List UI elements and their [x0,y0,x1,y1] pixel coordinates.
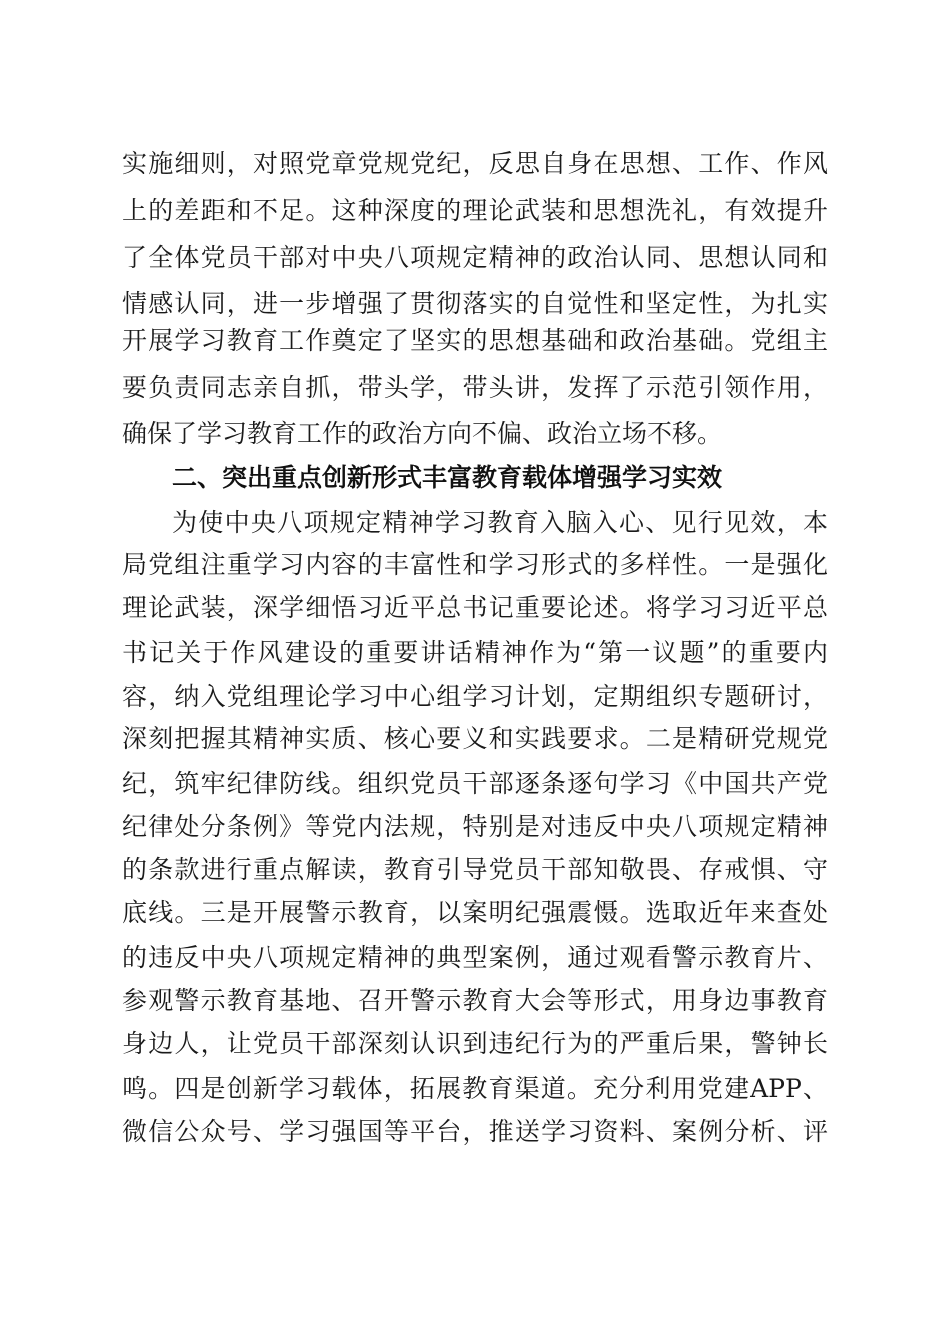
paragraph-line: 深刻把握其精神实质、核心要义和实践要求。二是精研党规党 [122,724,828,753]
paragraph-line: 要负责同志亲自抓，带头学，带头讲，发挥了示范引领作用， [122,373,828,402]
paragraph-line: 局党组注重学习内容的丰富性和学习形式的多样性。一是强化 [122,550,828,579]
paragraph-line: 上的差距和不足。这种深度的理论武装和思想洗礼，有效提升 [122,196,828,225]
paragraph-line: 参观警示教育基地、召开警示教育大会等形式，用身边事教育 [122,986,828,1015]
paragraph-line: 的违反中央八项规定精神的典型案例，通过观看警示教育片、 [122,943,828,972]
paragraph-line: 纪，筑牢纪律防线。组织党员干部逐条逐句学习《中国共产党 [122,769,828,798]
section-heading: 二、突出重点创新形式丰富教育载体增强学习实效 [172,463,723,492]
paragraph-line: 情感认同，进一步增强了贯彻落实的自觉性和坚定性，为扎实 [122,289,828,318]
paragraph-line: 鸣。四是创新学习载体，拓展教育渠道。充分利用党建APP、 [122,1074,828,1103]
paragraph-line: 微信公众号、学习强国等平台，推送学习资料、案例分析、评 [122,1117,828,1146]
paragraph-line: 的条款进行重点解读，教育引导党员干部知敬畏、存戒惧、守 [122,855,828,884]
paragraph-line: 实施细则，对照党章党规党纪，反思自身在思想、工作、作风 [122,149,828,178]
paragraph-line: 确保了学习教育工作的政治方向不偏、政治立场不移。 [122,419,723,448]
paragraph-line: 了全体党员干部对中央八项规定精神的政治认同、思想认同和 [122,243,828,272]
paragraph-line: 理论武装，深学细悟习近平总书记重要论述。将学习习近平总 [122,593,828,622]
paragraph-line: 身边人，让党员干部深刻认识到违纪行为的严重后果，警钟长 [122,1029,828,1058]
paragraph-line: 开展学习教育工作奠定了坚实的思想基础和政治基础。党组主 [122,326,828,355]
paragraph-line: 纪律处分条例》等党内法规，特别是对违反中央八项规定精神 [122,812,828,841]
paragraph-line: 为使中央八项规定精神学习教育入脑入心、见行见效，本 [172,508,828,537]
paragraph-line: 书记关于作风建设的重要讲话精神作为“第一议题”的重要内 [122,638,828,667]
paragraph-line: 底线。三是开展警示教育，以案明纪强震慑。选取近年来查处 [122,898,828,927]
paragraph-line: 容，纳入党组理论学习中心组学习计划，定期组织专题研讨， [122,682,828,711]
